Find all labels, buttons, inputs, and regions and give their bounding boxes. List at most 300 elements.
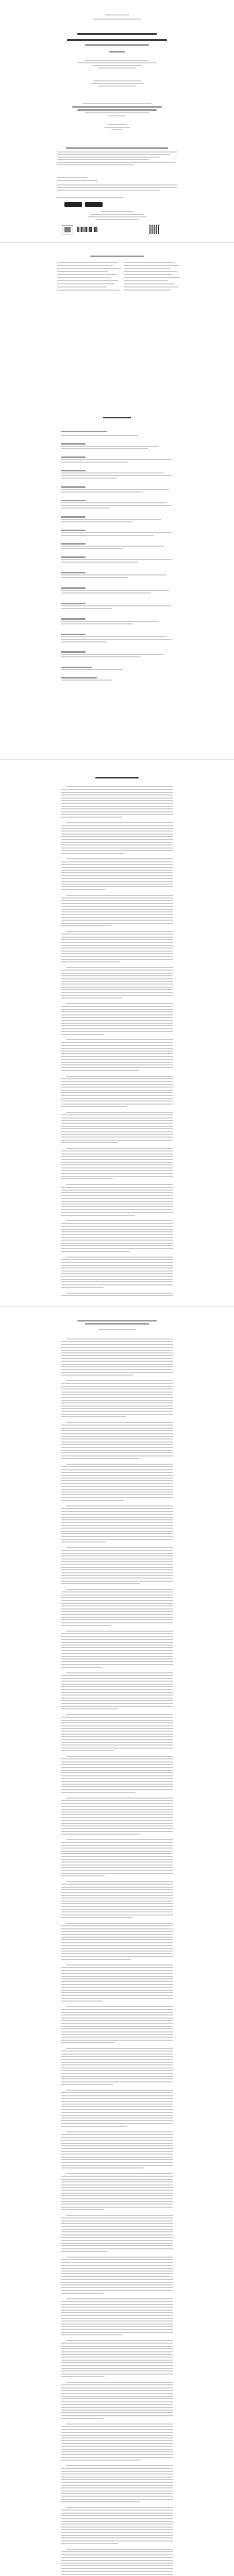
text-line [61, 906, 173, 907]
text-line [61, 2198, 173, 2199]
text-line [61, 1934, 173, 1935]
text-line [61, 2365, 173, 2366]
text-line [61, 844, 173, 845]
toc-entry-line [61, 621, 159, 622]
text-line [61, 2117, 173, 2119]
text-line [61, 1817, 173, 1818]
text-line [61, 2207, 173, 2208]
text-line [61, 1692, 173, 1693]
text-line [61, 1162, 173, 1163]
text-line [61, 1198, 173, 1199]
text-line [61, 1494, 173, 1495]
text-line [61, 2148, 173, 2149]
text-line [61, 2532, 173, 2533]
text-line [61, 1895, 173, 1896]
text-line [61, 1605, 173, 1606]
text-line [61, 1126, 173, 1127]
text-line [61, 1703, 173, 1704]
text-line [61, 2360, 173, 2361]
text-line [61, 834, 173, 835]
text-line [61, 2190, 173, 2191]
text-line [61, 909, 173, 910]
text-line [61, 1617, 173, 1618]
text-line [61, 1361, 173, 1362]
text-line [66, 1714, 173, 1715]
text-line [61, 2265, 173, 2266]
text-line [61, 1942, 173, 1943]
text-line [61, 1442, 173, 1443]
text-line [61, 2343, 173, 2344]
text-line [61, 1725, 173, 1726]
book-title-mark-1 [77, 33, 157, 35]
text-line [61, 1708, 119, 1709]
text-line [61, 1937, 173, 1938]
text-line [61, 2446, 173, 2447]
text-line [61, 2384, 173, 2385]
text-line [61, 953, 173, 954]
toc-entry-line [61, 475, 172, 476]
text-line [61, 1025, 173, 1026]
text-line [66, 1220, 173, 1221]
text-line [61, 2510, 173, 2511]
text-line [61, 1259, 173, 1260]
text-line [66, 1547, 173, 1548]
text-line [61, 2056, 173, 2057]
toc-entry-line [61, 562, 138, 563]
text-line [66, 1964, 173, 1965]
text-line [61, 1831, 173, 1832]
text-line [61, 1800, 173, 1801]
text-line [61, 1851, 173, 1852]
text-line [61, 2473, 173, 2475]
text-line [61, 1358, 173, 1359]
toc-entry-line [61, 641, 107, 642]
text-line [61, 920, 173, 921]
text-line [61, 1095, 173, 1096]
text-line [61, 2468, 173, 2469]
text-line [61, 1792, 136, 1793]
text-line [61, 1528, 173, 1529]
toc-entry-line [61, 590, 169, 591]
toc-entry-line [61, 532, 172, 533]
text-line [61, 2229, 173, 2230]
text-line [61, 2054, 173, 2055]
text-line [61, 1478, 173, 1479]
text-line [61, 1206, 173, 1207]
text-line [61, 2449, 173, 2450]
text-line [61, 1861, 173, 1862]
text-line [66, 1003, 173, 1004]
text-line [66, 1338, 173, 1340]
text-line [61, 1742, 173, 1743]
text-line [61, 1078, 173, 1079]
text-line [61, 2362, 173, 2363]
text-line [61, 1722, 173, 1723]
text-line [61, 1514, 173, 1515]
text-line [61, 1642, 173, 1643]
text-line [61, 2571, 173, 2572]
text-line [61, 1045, 173, 1046]
text-line [61, 1553, 173, 1554]
text-line [61, 1276, 173, 1277]
text-line [61, 2457, 173, 2458]
text-line [61, 2429, 173, 2430]
text-line [61, 1114, 173, 1115]
text-line [61, 995, 173, 996]
text-line [61, 961, 120, 962]
text-line [61, 814, 173, 815]
text-line [61, 1578, 173, 1579]
text-line [61, 1017, 173, 1018]
text-line [61, 2262, 173, 2263]
text-line [61, 850, 173, 851]
text-line [61, 1517, 173, 1518]
text-line [66, 822, 173, 823]
text-line [61, 1034, 104, 1035]
text-line [61, 1123, 173, 1124]
cover-editor-line [90, 83, 144, 84]
text-line [61, 2521, 173, 2522]
toc-entry-line [61, 559, 172, 560]
text-line [61, 2109, 173, 2110]
text-line [61, 2245, 173, 2246]
text-line [61, 1014, 173, 1015]
text-line [61, 2204, 173, 2205]
text-line [61, 1388, 173, 1389]
toc-entry-title [61, 516, 86, 518]
text-line [66, 2048, 173, 2049]
text-line [61, 959, 173, 960]
text-line [61, 1614, 173, 1615]
text-line [61, 2176, 173, 2177]
text-line [61, 2563, 173, 2564]
text-line [61, 1087, 173, 1088]
text-line [61, 1633, 173, 1634]
text-line [66, 2298, 173, 2299]
toc-entry-line [61, 489, 169, 490]
text-line [61, 806, 173, 807]
text-line [61, 1375, 133, 1376]
council-entry [57, 262, 119, 263]
text-line [61, 978, 173, 979]
text-line [61, 1212, 173, 1213]
toc-entry-line [61, 459, 172, 460]
text-line [61, 2001, 103, 2002]
text-line [61, 1438, 173, 1439]
text-line [61, 2329, 173, 2330]
toc-entry-title [61, 651, 86, 653]
text-line [61, 2574, 173, 2575]
text-line [61, 1190, 173, 1191]
text-line [61, 1042, 173, 1043]
text-line [61, 1770, 173, 1771]
text-line [61, 2092, 173, 2093]
toc-entry-line [61, 502, 166, 503]
text-line [66, 858, 173, 859]
text-line [61, 1173, 173, 1174]
text-line [61, 1887, 173, 1888]
cover-collection-volume [108, 115, 126, 116]
text-line [61, 1564, 173, 1565]
text-line [61, 1803, 173, 1804]
text-line [61, 2279, 173, 2280]
text-line [61, 1192, 173, 1193]
text-line [61, 2496, 173, 2497]
council-entry [124, 280, 168, 281]
text-line [61, 1622, 173, 1623]
text-line [61, 2320, 173, 2321]
page-divider [0, 242, 234, 243]
text-line [61, 1366, 173, 1367]
cover-collection-line [82, 103, 152, 104]
text-line [66, 2131, 173, 2132]
text-line [61, 2234, 173, 2235]
text-line [66, 2507, 173, 2508]
text-line [61, 1931, 173, 1932]
toc-entry-line [61, 519, 161, 520]
cover-collection-title [77, 109, 157, 111]
text-line [61, 2031, 173, 2032]
text-line [61, 2418, 104, 2419]
text-line [61, 1814, 173, 1815]
app-store-badge [64, 202, 82, 207]
text-line [61, 889, 105, 890]
text-line [61, 2162, 173, 2163]
text-line [61, 1689, 173, 1690]
text-line [61, 1511, 173, 1512]
council-entry [57, 274, 118, 275]
text-line [61, 1248, 173, 1249]
text-line [61, 828, 173, 829]
text-line [61, 884, 173, 885]
text-line [61, 1550, 173, 1551]
text-line [61, 794, 173, 795]
text-line [61, 1009, 173, 1010]
text-line [61, 2435, 173, 2436]
text-line [61, 817, 122, 818]
text-line [61, 2482, 173, 2483]
council-entry [57, 271, 108, 272]
qr-code-icon [149, 225, 159, 234]
text-line [61, 1906, 173, 1907]
text-line [61, 2290, 173, 2291]
text-line [61, 1295, 173, 1296]
text-line [61, 2268, 173, 2269]
text-line [61, 2346, 173, 2347]
text-line [61, 1558, 173, 1560]
text-line [61, 1686, 173, 1687]
text-line [61, 1243, 173, 1244]
text-line [61, 911, 173, 912]
text-line [61, 2293, 104, 2294]
text-line [61, 1142, 119, 1143]
text-line [61, 2101, 173, 2102]
text-line [61, 1667, 103, 1668]
text-line [61, 2145, 173, 2146]
toc-entry-line [61, 669, 123, 670]
text-line [61, 1064, 173, 1065]
text-line [61, 2393, 173, 2394]
publisher-city-mark [104, 127, 130, 128]
text-line [61, 1117, 173, 1118]
text-line [61, 1600, 173, 1601]
toc-entry-line [61, 472, 164, 473]
text-line [61, 1595, 173, 1596]
text-line [61, 2501, 140, 2502]
text-line [61, 1067, 173, 1068]
text-line [61, 1469, 173, 1470]
text-line [61, 2537, 173, 2538]
text-line [61, 1698, 173, 1699]
text-line [61, 2518, 173, 2519]
text-line [61, 1555, 173, 1556]
text-line [61, 1767, 173, 1768]
text-line [61, 1717, 173, 1718]
text-line [61, 2237, 173, 2238]
text-line [61, 1736, 173, 1737]
text-line [61, 1820, 173, 1821]
toc-entry-title [61, 470, 86, 471]
council-entry [124, 268, 170, 269]
text-line [61, 1150, 173, 1151]
text-line [61, 1050, 173, 1052]
text-line [61, 2078, 173, 2079]
text-line [61, 1581, 173, 1582]
text-line [66, 1380, 173, 1381]
text-line [61, 973, 173, 974]
text-line [61, 2493, 173, 2494]
text-line [61, 1853, 173, 1854]
presentation-body [0, 760, 234, 1307]
text-line [61, 1758, 173, 1759]
text-line [61, 1352, 173, 1353]
text-line [61, 1914, 173, 1916]
text-line [61, 914, 173, 915]
text-line [61, 992, 173, 993]
text-line [61, 1661, 173, 1662]
text-line [61, 2568, 173, 2569]
text-line [61, 1287, 104, 1288]
text-line [61, 2159, 173, 2160]
text-line [61, 1973, 173, 1974]
text-line [61, 1591, 173, 1592]
text-line [61, 861, 173, 862]
cover-editor-line [93, 80, 141, 81]
text-line [61, 1167, 173, 1168]
text-line [66, 2382, 173, 2383]
text-line [61, 2081, 173, 2082]
council-entry [124, 262, 175, 263]
copyright-line [57, 187, 177, 188]
text-line [61, 1416, 126, 1417]
text-line [61, 2370, 173, 2371]
text-line [61, 925, 111, 926]
text-line [61, 1658, 173, 1659]
text-line [61, 1706, 173, 1707]
text-line [61, 2540, 173, 2541]
text-line [61, 2440, 173, 2441]
toc-entry-line [61, 446, 159, 447]
text-line [61, 1281, 173, 1282]
text-line [61, 2477, 173, 2478]
text-line [61, 2270, 173, 2272]
text-line [61, 1425, 173, 1426]
text-line [61, 2348, 173, 2349]
text-line [61, 2023, 173, 2024]
text-line [61, 1806, 173, 1807]
text-line [66, 1293, 173, 1294]
council-entry [57, 283, 114, 284]
text-line [61, 2318, 173, 2319]
text-line [66, 1631, 173, 1632]
text-line [61, 867, 173, 868]
council-entry [124, 277, 180, 278]
barcode-icon [77, 227, 98, 232]
text-line [61, 2284, 173, 2285]
text-line [61, 1561, 173, 1562]
text-line [61, 1867, 173, 1868]
text-line [61, 947, 173, 948]
text-line [61, 808, 173, 809]
toc-entry-title [61, 486, 86, 488]
text-line [61, 1684, 173, 1685]
text-line [61, 825, 173, 826]
text-line [61, 1603, 173, 1604]
text-line [61, 798, 173, 799]
store-caption [57, 197, 124, 198]
text-line [61, 1956, 173, 1957]
text-line [61, 2276, 173, 2277]
text-line [66, 1422, 173, 1423]
text-line [61, 1694, 173, 1696]
text-line [61, 1006, 173, 1007]
book-title-mark-2 [67, 39, 167, 41]
toc-entry-title [61, 587, 86, 589]
text-line [61, 2050, 173, 2052]
text-line [61, 2151, 173, 2152]
text-line [61, 1597, 173, 1598]
text-line [61, 1995, 173, 1996]
text-line [61, 1483, 173, 1484]
isbn-line [57, 180, 98, 181]
text-line [61, 2120, 173, 2121]
text-line [61, 842, 173, 843]
text-line [61, 1195, 173, 1196]
text-line [61, 2282, 173, 2283]
toc-entry-title [61, 618, 86, 620]
council-entry [124, 265, 179, 266]
text-line [61, 1856, 173, 1857]
text-line [61, 1875, 105, 1876]
toc-entry-title [61, 543, 86, 545]
council-entry [57, 265, 113, 266]
text-line [61, 1761, 173, 1762]
text-line [66, 2090, 173, 2091]
text-line [61, 1486, 173, 1487]
text-line [61, 1889, 173, 1890]
google-play-badge [85, 202, 103, 207]
text-line [61, 1681, 173, 1682]
text-line [61, 2401, 173, 2402]
text-line [61, 2026, 173, 2027]
text-line [61, 970, 173, 971]
text-line [61, 1748, 173, 1749]
text-line [61, 1531, 173, 1532]
text-line [61, 1998, 173, 1999]
text-line [61, 1273, 173, 1274]
cover-author-line-mark-2 [93, 19, 141, 20]
text-line [61, 1048, 173, 1049]
